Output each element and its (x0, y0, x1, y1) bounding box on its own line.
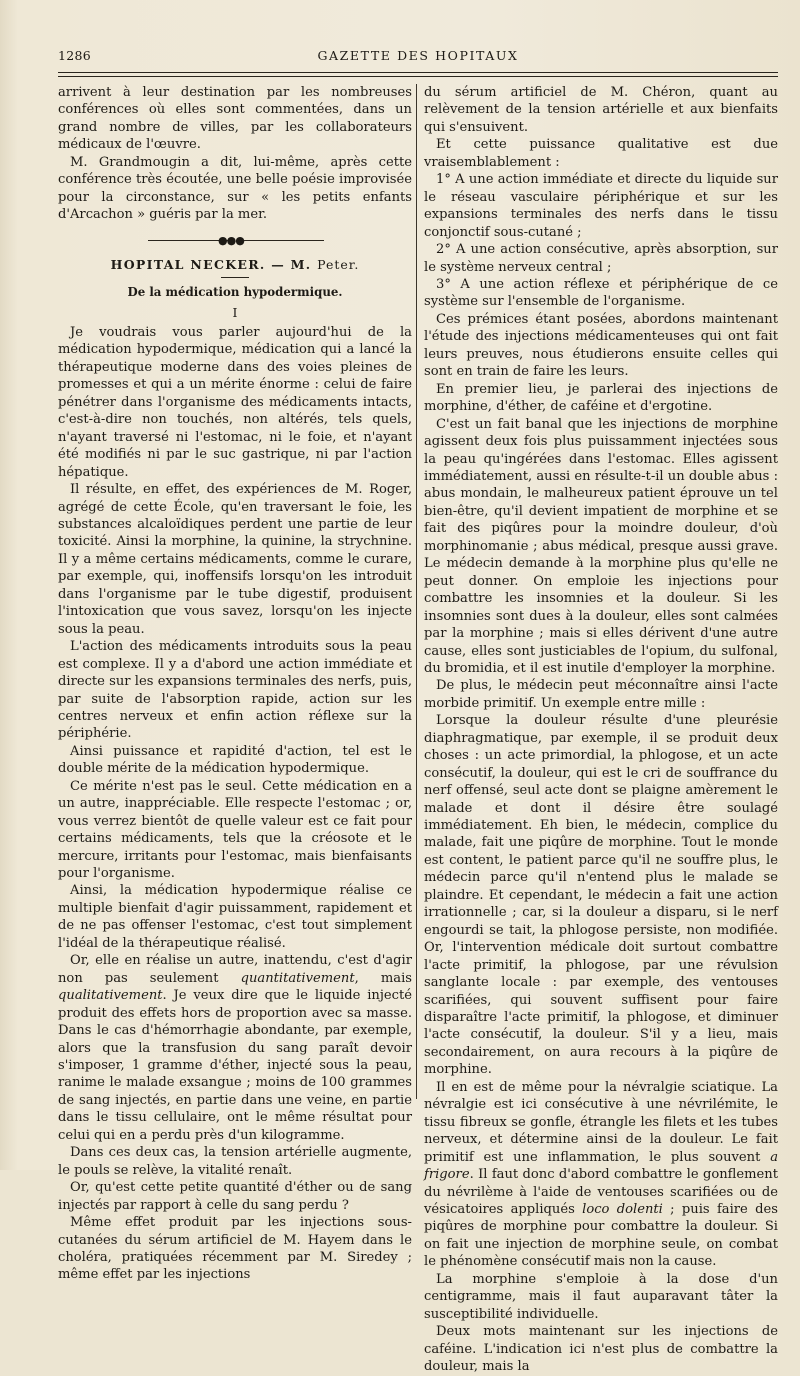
body-paragraph: Ces prémices étant posées, abordons maintenant l'étude des injections médicamenteuses qui ont fait leurs preuves, nous étudierons ensuite celles qui sont en train de faire les leurs. (424, 311, 778, 380)
body-paragraph: Il résulte, en effet, des expériences de M. Roger, agrégé de cette École, qu'en traversant le foie, les substances alcaloïdiques perdent une partie de leur toxicité. Ainsi la morphine, la quinine, la strychnine. Il y a même certains médicaments, comme le curare, par exemple, qui, inoffensifs lorsqu'on les introduit dans l'organisme par le tube digestif, produisent l'intoxication que vous savez, lorsqu'on les injecte sous la peau. (58, 482, 412, 637)
text-run: Or, elle en réalise un autre, inattendu, c'est d'agir non pas seulement (58, 953, 412, 986)
header-rule-thin (58, 76, 778, 77)
intro-paragraph-2: M. Grandmougin a dit, lui-même, après cette conférence très écoutée, une belle poésie improvisée pour la circonstance, sur « les petits enfants d'Arcachon » guéris par la mer. (58, 154, 412, 223)
text-run: . Je veux dire que le liquide injecté produit des effets hors de proportion avec sa masse. Dans le cas d'hémorrhagie abondante, par exemple, alors que la transfusion du sang paraît devoir s'imposer, 1 gramme d'éther, injecté sous la peau, ranime le malade exsangue ; moins de 100 grammes de sang injectés, en partie dans une veine, en partie dans le tissu cellulaire, ont le même résultat pour celui qui en a perdu près d'un kilogramme. (58, 988, 412, 1143)
header-rule-thick (58, 72, 778, 73)
body-paragraph: Ce mérite n'est pas le seul. Cette médication en a un autre, inappréciable. Elle respecte l'estomac ; or, vous verrez bientôt de quelle valeur est ce fait pour certains médicaments, tels que la créosote et le mercure, irritants pour l'estomac, mais bienfaisants pour l'organisme. (58, 778, 412, 882)
column-divider (416, 84, 417, 1099)
body-paragraph: Je voudrais vous parler aujourd'hui de la médication hypodermique, médication qui a lancé la thérapeutique moderne dans des voies pleines de promesses et qui a un mérite énorme : celui de faire pénétrer dans l'organisme des médicaments intacts, c'est-à-dire non touchés, non altérés, tels quels, n'ayant traversé ni l'estomac, ni le foie, et n'ayant été modifiés ni par le suc gastrique, ni par l'action hépatique. (58, 324, 412, 480)
body-paragraph: En premier lieu, je parlerai des injections de morphine, d'éther, de caféine et d'ergotine. (424, 381, 778, 415)
intro-paragraph-1: arrivent à leur destination par les nombreuses conférences où elles sont commentées, dans un grand nombre de villes, par les collaborateurs médicaux de l'œuvre. (58, 85, 412, 153)
body-paragraph: C'est un fait banal que les injections de morphine agissent deux fois plus puissamment injectées sous la peau qu'ingérées dans l'estomac. Elles agissent immédiatement, aussi en résulte-t-il un double abus : abus mondain, le malheureux patient éprouve un tel bien-être, qu'il devient impatient de morphine et se fait des piqûres pour la moindre douleur, d'où morphinomanie ; abus médical, presque aussi grave. Le médecin demande à la morphine plus qu'elle ne peut donner. On emploie les injections pour combattre les insomnies et la douleur. Si les insomnies sont dues à la douleur, elles sont calmées par la morphine ; mais si elles dérivent d'une autre cause, elles sont justiciables de l'opium, du sulfonal, du bromidia, et il est inutile d'employer la morphine. (424, 416, 778, 676)
journal-title: GAZETTE DES HOPITAUX (317, 48, 519, 63)
section-heading (58, 256, 412, 273)
list-item: 3° A une action réflexe et périphérique de ce système sur l'ensemble de l'organisme. (424, 276, 778, 310)
section-heading-hospital: HOPITAL NECKER. — M. (110, 256, 312, 272)
body-paragraph: La morphine s'emploie à la dose d'un centigramme, mais il faut auparavant tâter la susceptibilité individuelle. (424, 1271, 778, 1322)
separator-line-right (244, 240, 324, 241)
section-heading-author: Peter. (317, 256, 360, 272)
page-number: 1286 (58, 48, 92, 63)
part-number: I (232, 304, 238, 320)
left-column (58, 84, 412, 1284)
body-paragraph: Ainsi, la médication hypodermique réalise ce multiple bienfait d'agir puissamment, rapidement et de ne pas offenser l'estomac, c'est tout simplement l'idéal de la thérapeutique réalisé. (58, 883, 412, 951)
page-header (58, 48, 778, 68)
body-paragraph-nevralgie (424, 1079, 778, 1271)
article-title: De la médication hypodermique. (127, 285, 343, 300)
text-run: , mais (354, 970, 412, 986)
body-paragraph: Deux mots maintenant sur les injections de caféine. L'indication ici n'est plus de combattre la douleur, mais la (424, 1324, 778, 1375)
italic-loco-dolenti: loco dolenti (582, 1202, 663, 1217)
body-paragraph: Même effet produit par les injections sous-cutanées du sérum artificiel de M. Hayem dans le choléra, pratiquées récemment par M. Siredey ; même effet par les injections (58, 1215, 412, 1283)
italic-qualitativement: qualitativement (58, 988, 163, 1004)
heading-short-rule (221, 277, 249, 278)
body-paragraph: Et cette puissance qualitative est due vraisemblablement : (424, 137, 778, 170)
list-item: 1° A une action immédiate et directe du liquide sur le réseau vasculaire périphérique et sur les expansions terminales des nerfs dans le tissu conjonctif sous-cutané ; (424, 172, 778, 240)
body-paragraph: L'action des médicaments introduits sous la peau est complexe. Il y a d'abord une action immédiate et directe sur les expansions terminales des nerfs, puis, par suite de l'absorption rapide, action sur les centres nerveux et enfin action réflexe sur la périphérie. (58, 639, 412, 742)
body-paragraph: Lorsque la douleur résulte d'une pleurésie diaphragmatique, par exemple, il se produit deux choses : un acte primordial, la phlogose, et un acte consécutif, la douleur, qui est le cri de souffrance du nerf offensé, seul acte dont se plaigne amèrement le malade et dont il désire être soulagé immédiatement. Eh bien, le médecin, complice du malade, fait une piqûre de morphine. Tout le monde est content, le patient parce qu'il ne souffre plus, le médecin parce qu'il n'entend plus le malade se plaindre. Et cependant, le médecin a fait une action irrationnelle ; car, si la douleur a disparu, si le nerf engourdi se tait, la phlogose persiste, non modifiée. Or, l'intervention médicale doit surtout combattre l'acte primitif, la phlogose, par une révulsion sanglante locale : par exemple, des ventouses scarifiées, qui souvent suffisent pour faire disparaître l'acte primitif, la phlogose, et diminuer l'acte consécutif, la douleur. S'il y a lieu, mais secondairement, on aura recours à la piqûre de morphine. (424, 713, 778, 1078)
section-separator (58, 233, 412, 247)
italic-a-frigore: a frigore (424, 1149, 778, 1183)
body-paragraph: Dans ces deux cas, la tension artérielle augmente, le pouls se relève, la vitalité renaît. (58, 1145, 412, 1178)
text-run: . Il faut donc d'abord combattre le gonflement du névrilème à l'aide de ventouses scarifiées ou de vésicatoires appliqués (424, 1167, 778, 1217)
text-run: Il en est de même pour la névralgie sciatique. La névralgie est ici consécutive à une névrilémite, le tissu fibreux se gonfle, étrangle les filets et les tubes nerveux, et détermine ainsi de la douleur. Le fait primitif est une inflammation, le plus souvent (424, 1079, 778, 1165)
body-paragraph-quantitatif (58, 952, 412, 1144)
separator-line-left (148, 240, 228, 241)
body-paragraph: Or, qu'est cette petite quantité d'éther ou de sang injectés par rapport à celle du sang perdu ? (58, 1180, 412, 1213)
body-paragraph: De plus, le médecin peut méconnaître ainsi l'acte morbide primitif. Un exemple entre mille : (424, 678, 778, 711)
text-run: ; puis faire des piqûres de morphine pour combattre la douleur. Si on fait une injection de morphine seule, on combat le phénomène consécutif mais non la cause. (424, 1202, 778, 1270)
body-paragraph: du sérum artificiel de M. Chéron, quant au relèvement de la tension artérielle et aux bienfaits qui s'ensuivent. (424, 85, 778, 135)
italic-quantitativement: quantitativement (240, 970, 355, 986)
separator-ornament-icon: ●●● (218, 233, 244, 247)
right-column (424, 84, 778, 1376)
list-item: 2° A une action consécutive, après absorption, sur le système nerveux central ; (424, 242, 778, 275)
body-paragraph: Ainsi puissance et rapidité d'action, tel est le double mérite de la médication hypodermique. (58, 743, 412, 777)
